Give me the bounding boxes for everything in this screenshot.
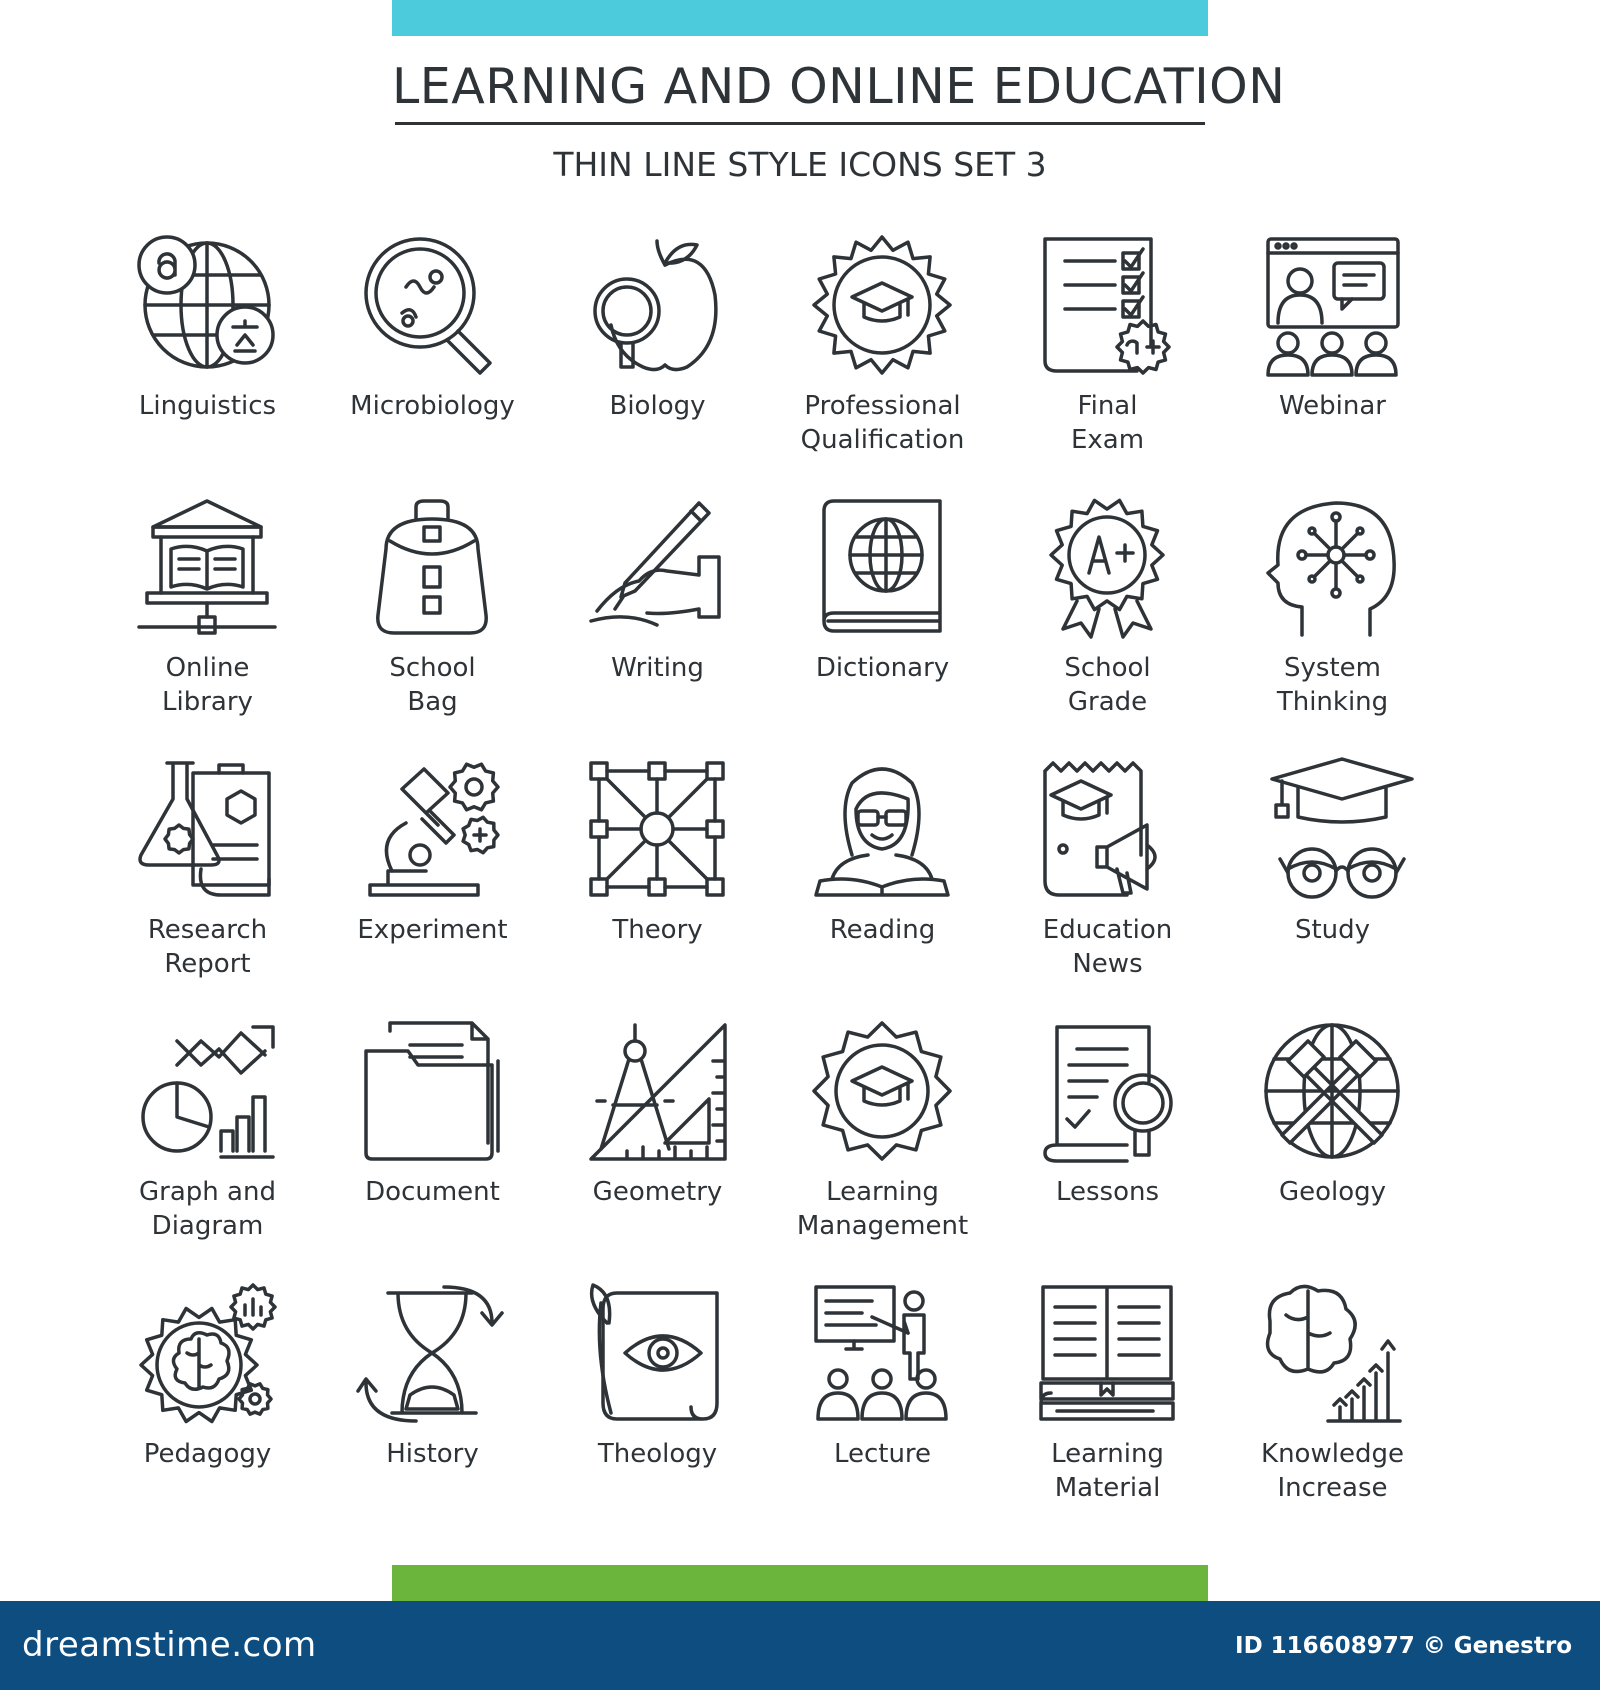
icon-label-line: Graph and: [139, 1177, 276, 1207]
icon-label-line: Dictionary: [815, 653, 950, 683]
icon-tile: [545, 1011, 770, 1273]
icon-label-line: Webinar: [1278, 391, 1386, 421]
icon-label-line: School: [1064, 653, 1151, 683]
icon-tile: [1220, 749, 1445, 1011]
icon-label: [545, 1175, 770, 1209]
icon-label: [320, 651, 545, 719]
megaphone-news-icon: [1037, 759, 1179, 901]
icon-grid: [95, 225, 1445, 1525]
icon-tile: [770, 225, 995, 487]
icon-label-line: Microbiology: [350, 391, 515, 421]
icon-label: [545, 389, 770, 423]
node-diagram-icon: [587, 759, 729, 901]
page-title: LEARNING AND ONLINE EDUCATION: [392, 58, 1286, 115]
icon-label: [95, 1437, 320, 1471]
apple-magnifier-icon: [587, 235, 729, 377]
icon-tile: [1220, 1011, 1445, 1273]
icon-label-line: Lessons: [1055, 1177, 1160, 1207]
footer-banner: [0, 1601, 1600, 1690]
girl-reading-icon: [812, 759, 954, 901]
document-magnifier-icon: [1037, 1021, 1179, 1163]
icon-tile: [320, 487, 545, 749]
icon-tile: [545, 749, 770, 1011]
icon-label-line: Diagram: [151, 1211, 264, 1241]
icon-label-line: Document: [365, 1177, 500, 1207]
icon-tile: [320, 1011, 545, 1273]
icon-tile: [95, 225, 320, 487]
icon-label-line: Writing: [611, 653, 704, 683]
globe-translation-icon: [137, 235, 279, 377]
lecturer-board-icon: [812, 1283, 954, 1425]
icon-tile: [320, 1273, 545, 1535]
icon-label-line: Online: [165, 653, 250, 683]
icon-label-line: Geometry: [592, 1177, 723, 1207]
icon-label-line: Research: [147, 915, 268, 945]
icon-tile: [995, 487, 1220, 749]
icon-label: [320, 1437, 545, 1471]
icon-label-line: School: [389, 653, 476, 683]
icon-label-line: Final: [1077, 391, 1138, 421]
icon-tile: [320, 749, 545, 1011]
icon-label: [320, 389, 545, 423]
icon-label: [95, 1175, 320, 1243]
flask-clipboard-icon: [137, 759, 279, 901]
icon-label-line: News: [1072, 949, 1143, 979]
icon-label: [95, 913, 320, 981]
icon-label: [1220, 1437, 1445, 1505]
watermark-logo: dreamstime.com: [22, 1625, 317, 1665]
icon-label-line: Experiment: [357, 915, 508, 945]
icon-tile: [545, 487, 770, 749]
icon-tile: [770, 749, 995, 1011]
icon-label-line: Professional: [804, 391, 961, 421]
icon-label-line: Theology: [597, 1439, 718, 1469]
hourglass-arrows-icon: [362, 1283, 504, 1425]
icon-label: [770, 913, 995, 947]
icon-label-line: System: [1284, 653, 1381, 683]
icon-label: [995, 1175, 1220, 1209]
title-divider: [395, 122, 1205, 125]
icon-label-line: Study: [1294, 915, 1371, 945]
icon-label: [95, 389, 320, 423]
icon-tile: [995, 1273, 1220, 1535]
eye-scroll-icon: [587, 1283, 729, 1425]
image-id-credit: ID 116608977 © Genestro: [1235, 1633, 1572, 1659]
icon-tile: [995, 1011, 1220, 1273]
top-accent-bar: [392, 0, 1208, 36]
globe-book-icon: [812, 497, 954, 639]
icon-label: [545, 913, 770, 947]
icon-label: [1220, 913, 1445, 947]
icon-label: [545, 1437, 770, 1471]
icon-label-line: Reading: [829, 915, 936, 945]
icon-label-line: Exam: [1070, 425, 1145, 455]
cap-glasses-icon: [1262, 759, 1404, 901]
icon-label-line: Biology: [609, 391, 706, 421]
icon-label: [1220, 389, 1445, 423]
icon-label: [1220, 1175, 1445, 1209]
icon-label-line: Learning: [1051, 1439, 1164, 1469]
icon-tile: [995, 225, 1220, 487]
icon-label: [320, 1175, 545, 1209]
icon-label: [95, 651, 320, 719]
icon-label-line: History: [386, 1439, 479, 1469]
petri-dish-magnifier-icon: [362, 235, 504, 377]
icon-label-line: Material: [1054, 1473, 1161, 1503]
icon-tile: [95, 1011, 320, 1273]
page-subtitle: THIN LINE STYLE ICONS SET 3: [553, 145, 1047, 184]
icon-label-line: Learning: [826, 1177, 939, 1207]
graduation-cap-badge-icon: [812, 235, 954, 377]
microscope-gears-icon: [362, 759, 504, 901]
icon-tile: [1220, 1273, 1445, 1535]
folder-document-icon: [362, 1021, 504, 1163]
icon-label: [995, 1437, 1220, 1505]
icon-label: [1220, 651, 1445, 719]
icon-tile: [320, 225, 545, 487]
library-building-icon: [137, 497, 279, 639]
icon-label-line: Theory: [612, 915, 703, 945]
open-book-stack-icon: [1037, 1283, 1179, 1425]
icon-tile: [995, 749, 1220, 1011]
backpack-icon: [362, 497, 504, 639]
webinar-screen-icon: [1262, 235, 1404, 377]
globe-hammers-icon: [1262, 1021, 1404, 1163]
icon-label-line: Pedagogy: [143, 1439, 272, 1469]
charts-icon: [137, 1021, 279, 1163]
brain-growth-icon: [1262, 1283, 1404, 1425]
icon-tile: [770, 487, 995, 749]
icon-label: [995, 389, 1220, 457]
icon-tile: [95, 487, 320, 749]
gear-cap-icon: [812, 1021, 954, 1163]
icon-tile: [770, 1273, 995, 1535]
icon-tile: [1220, 487, 1445, 749]
icon-label: [770, 651, 995, 685]
icon-tile: [1220, 225, 1445, 487]
icon-label-line: Qualification: [800, 425, 965, 455]
bottom-accent-bar: [392, 1565, 1208, 1601]
hand-pen-icon: [587, 497, 729, 639]
a-plus-rosette-icon: [1037, 497, 1179, 639]
icon-tile: [545, 225, 770, 487]
icon-label: [770, 389, 995, 457]
icon-tile: [95, 1273, 320, 1535]
icon-label-line: Library: [162, 687, 253, 717]
icon-label: [770, 1175, 995, 1243]
brain-gears-icon: [137, 1283, 279, 1425]
icon-label-line: Linguistics: [138, 391, 277, 421]
icon-label-line: Education: [1042, 915, 1173, 945]
icon-label-line: Bag: [407, 687, 458, 717]
compass-ruler-icon: [587, 1021, 729, 1163]
icon-label-line: Thinking: [1276, 687, 1389, 717]
icon-label-line: Grade: [1067, 687, 1148, 717]
icon-label-line: Geology: [1278, 1177, 1387, 1207]
icon-label: [770, 1437, 995, 1471]
icon-label: [995, 913, 1220, 981]
head-network-icon: [1262, 497, 1404, 639]
icon-label: [320, 913, 545, 947]
icon-label-line: Lecture: [833, 1439, 932, 1469]
icon-label-line: Knowledge: [1261, 1439, 1404, 1469]
icon-tile: [95, 749, 320, 1011]
icon-label-line: Increase: [1277, 1473, 1388, 1503]
icon-label-line: Management: [796, 1211, 969, 1241]
exam-checklist-icon: [1037, 235, 1179, 377]
icon-label-line: Report: [164, 949, 251, 979]
icon-tile: [545, 1273, 770, 1535]
icon-label: [545, 651, 770, 685]
icon-tile: [770, 1011, 995, 1273]
icon-label: [995, 651, 1220, 719]
